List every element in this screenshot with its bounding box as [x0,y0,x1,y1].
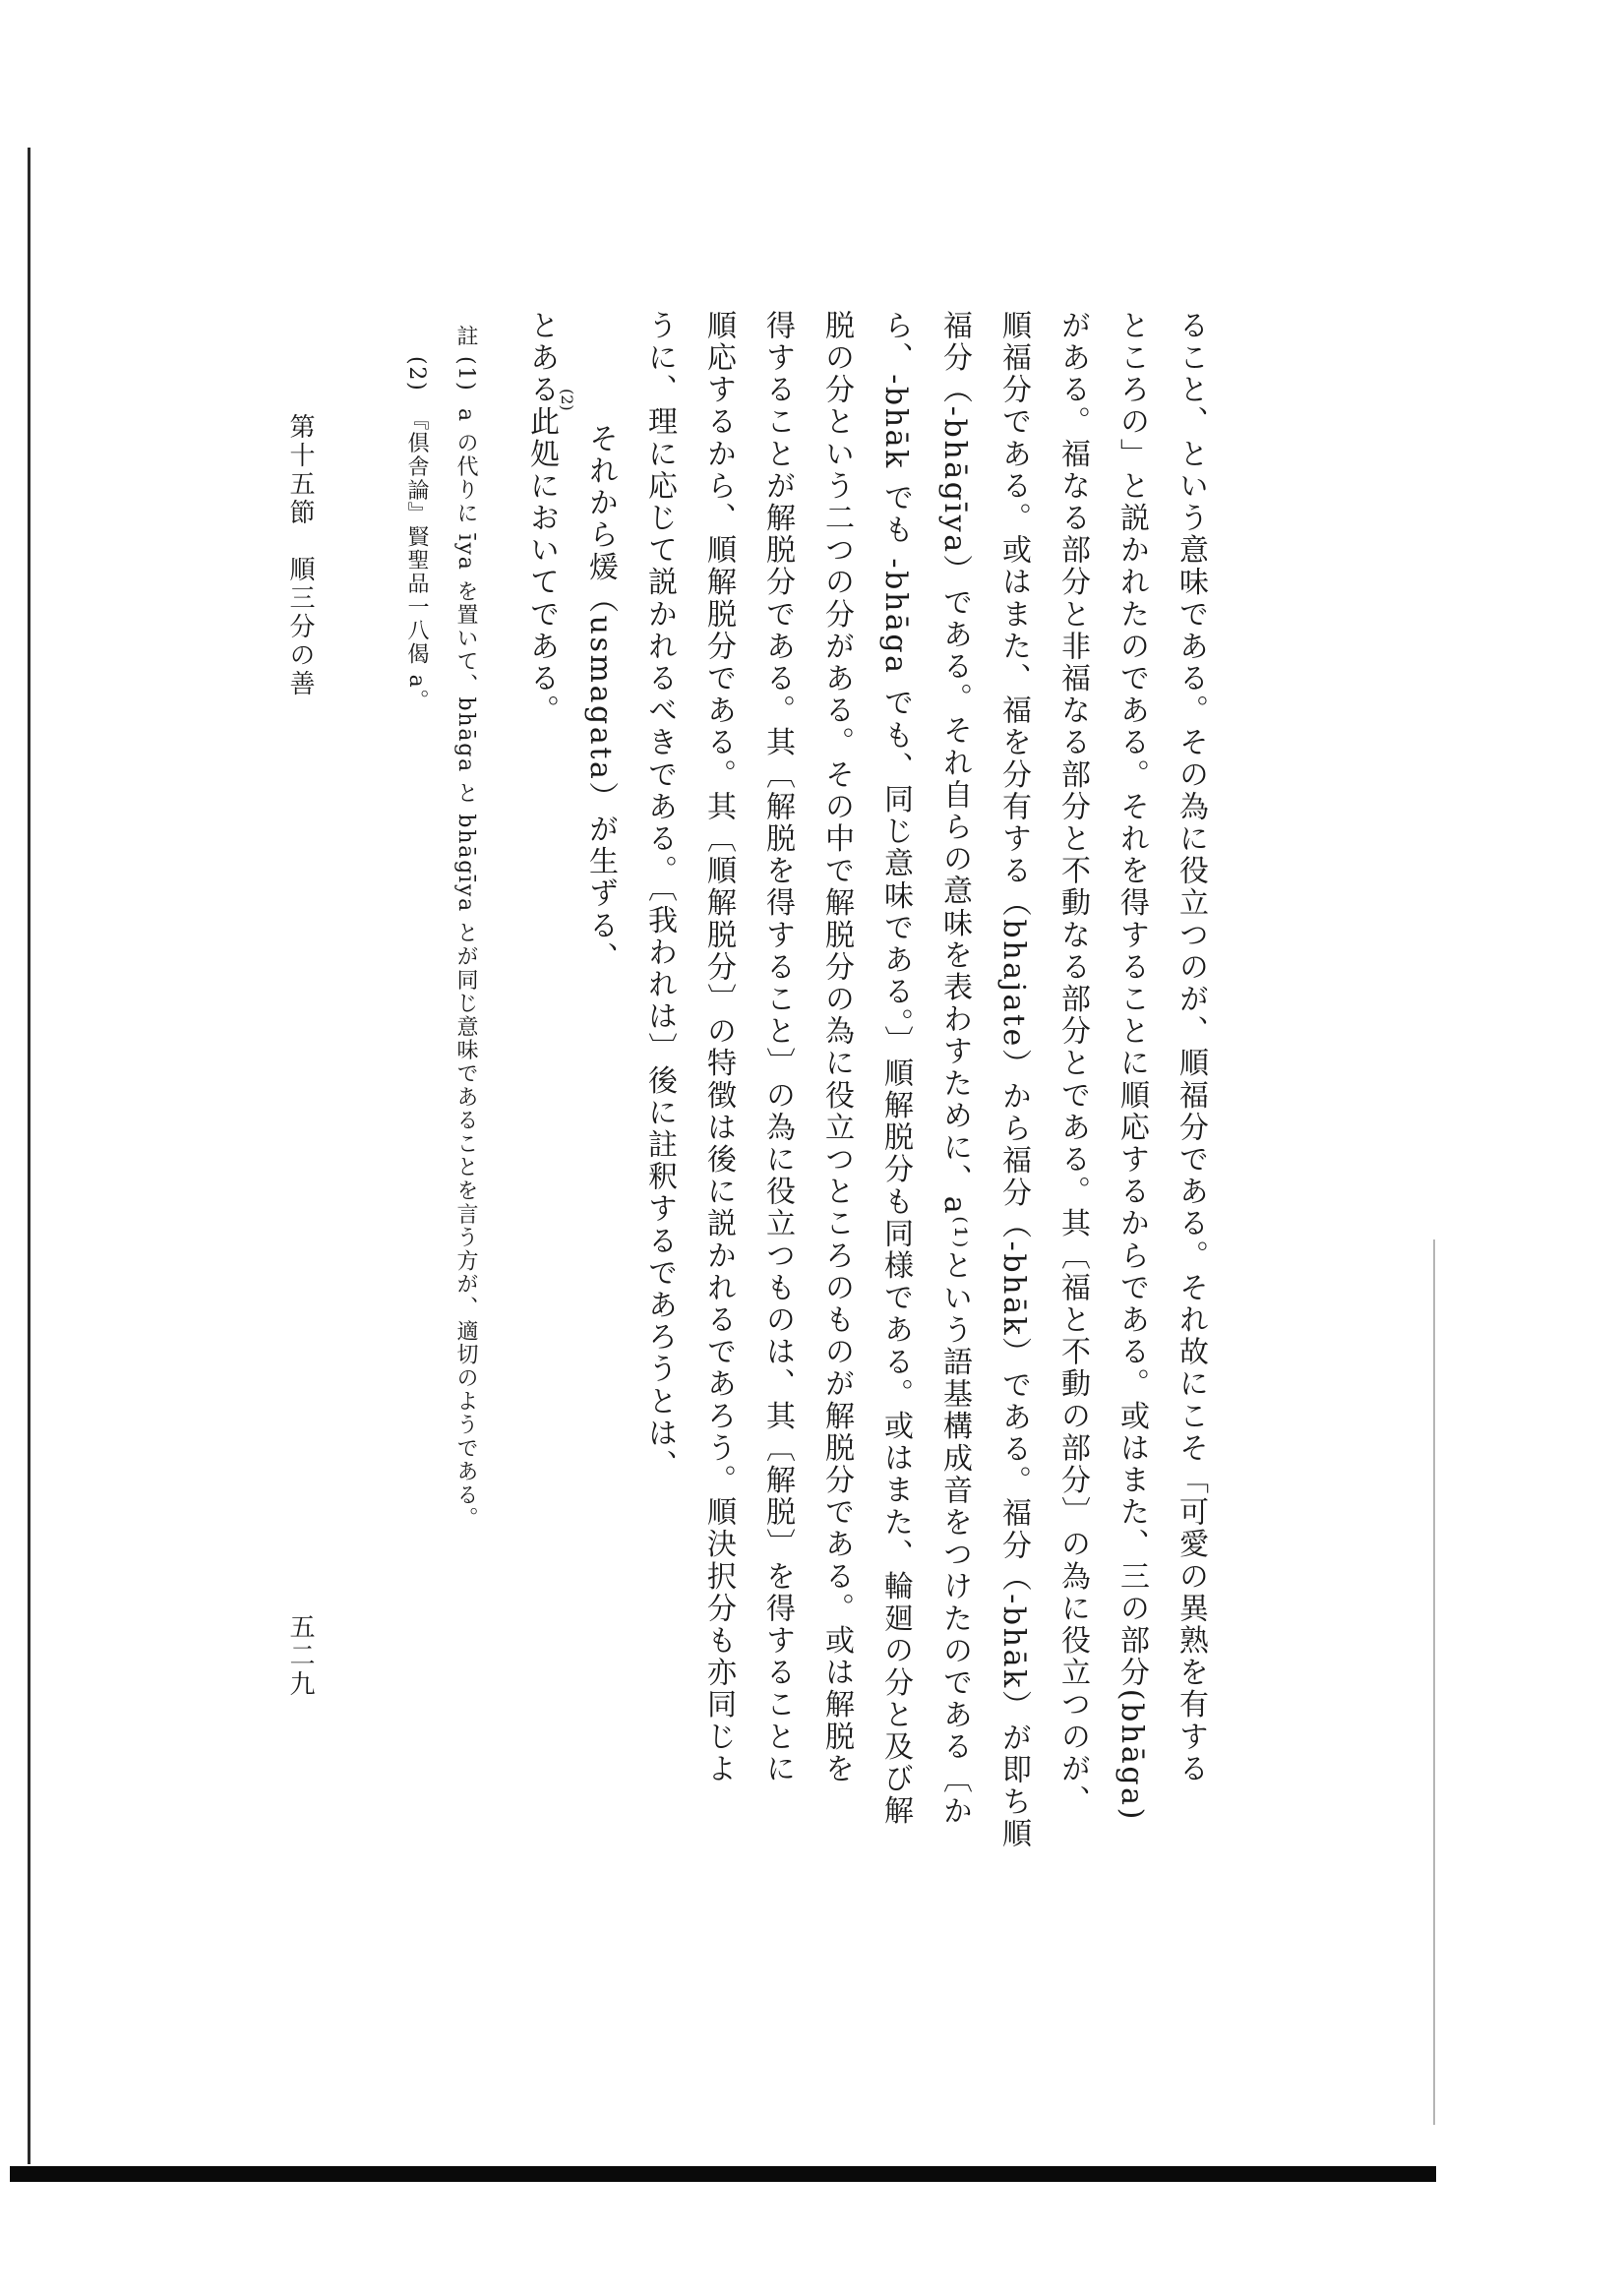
body-line-8: 得することが解脱分である。其〔解脱を得すること〕の為に役立つものは、其〔解脱〕を得することに [760,310,795,1785]
body-line-7: 脱の分という二つの分がある。その中で解脱分の為に役立つところのものが解脱分である。或は解脱を [819,310,854,1785]
body-line-6: ら、-bhāk でも -bhāga でも、同じ意味である。〕順解脱分も同様である。或はまた、輪廻の分と及び解 [878,310,913,1828]
body-line-10: うに、理に応じて説かれるべきである。〔我われは〕後に註釈するであろうとは、 [642,310,677,1482]
quote-note-marker: (2) [558,389,576,411]
note-1-number: (1) [453,356,478,393]
scan-bottom-bar [10,2166,1436,2182]
scan-right-edge [1433,1239,1435,2125]
closing-line: とある此処においてである。 [524,310,559,727]
page-number: 五二九 [285,1613,315,1699]
notes-label: 註 [453,325,478,348]
note-2-text: 『倶舎論』賢聖品一八偈 a。 [404,408,429,713]
body-line-9: 順応するから、順解脱分である。其〔順解脱分〕の特徴は後に説かれるであろう。順決択分も亦同じよ [701,310,736,1785]
body-line-4: 順福分である。或はまた、福を分有する（bhajate）から福分（-bhāk）である。福分（-bhāk）が即ち順 [996,310,1031,1850]
body-line-1: ること、という意味である。その為に役立つのが、順福分である。それ故にこそ「可愛の異熟を有する [1173,310,1208,1785]
scan-left-edge [28,148,30,2164]
note-2-number: (2) [404,356,429,393]
body-line-5: 福分（-bhāgīya）である。それ自らの意味を表わすために、a⁽¹⁾という語基構成音をつけたのである〔か [937,310,972,1828]
running-header: 第十五節 順三分の善 [285,413,315,698]
quote-line: それから煖（usmagata）が生ずる、 [583,423,618,975]
body-line-3: がある。福なる部分と非福なる部分と不動なる部分とである。其〔福と不動の部分〕の為に役立つのが、 [1055,310,1090,1818]
body-line-2: ところの」と説かれたのである。それを得することに順応するからである。或はまた、三の部分(bhāga) [1114,310,1149,1822]
note-1-text: a の代りに īya を置いて、bhāga と bhāgīya とが同じ意味であることを言う方が、適切のようである。 [453,408,478,1531]
